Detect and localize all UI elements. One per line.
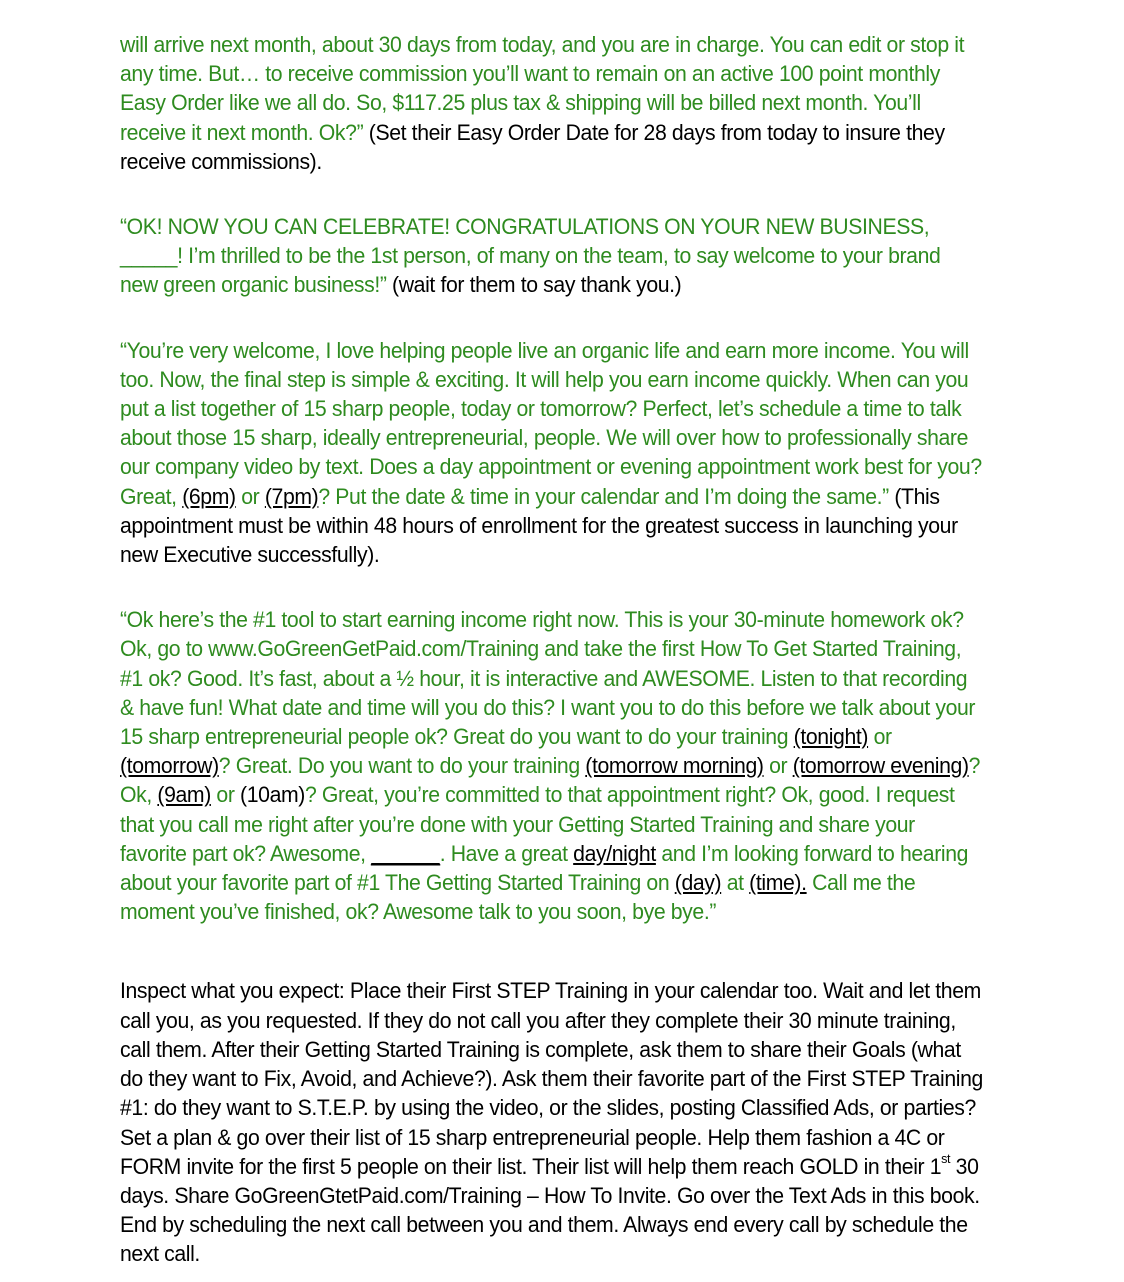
script-text: will arrive next month, about 30 days from today, and you are in charge. You can edit or stop it any time. But… to receive commission you’ll want to remain on an active 100 point monthly Easy Order like we all do. So, $117.25 plus tax & shipping will be billed next month. You’ll receive it next month. Ok?” [120,32,965,145]
script-text: Call me the moment you’ve finished, ok? Awesome talk to you soon, bye bye.” [120,870,916,925]
script-text: or [235,483,265,509]
script-text: ? Great, you’re committed to that appointment right? Ok, good. I request that you call me right after you’re done with your Getting Started Training and share your favorite part ok? Awesome, [120,782,955,866]
paragraph-spacer [120,176,984,212]
option-underlined: (tonight) [793,724,869,750]
script-text: ? Great. Do you want to do your training [218,753,586,779]
option-underlined: (9am) [157,782,211,808]
paragraph-spacer [120,569,984,605]
script-text: at [721,870,750,896]
option-underlined: (tomorrow evening) [792,753,969,779]
option-underlined: (day) [674,870,722,896]
script-text: “Ok here’s the #1 tool to start earning income right now. This is your 30-minute homework ok? Ok, go to www.GoGreenGetPaid.com/Training and take the first How To Get Started Training, #1 ok? Good. It’s fast, about a ½ hour, it is interactive and AWESOME. Listen to that recording & have fun! What date and time will you do this? I want you to do this before we talk about your 15 sharp entrepreneurial people ok? Great do you want to do your training [120,607,976,750]
script-text: “You’re very welcome, I love helping people live an organic life and earn more income. You will too. Now, the final step is simple & exciting. It will help you earn income quickly. When can you put a list together of 15 sharp people, today or tomorrow? Perfect, let’s schedule a time to talk about those 15 sharp, ideally entrepreneurial, people. We will over how to professionally share our company video by text. Does a day appointment or evening appointment work best for you? Great, [120,337,982,509]
script-text: and I’m looking forward to hearing about your favorite part of #1 The Getting Started Training on [120,840,969,896]
time-option-underlined: (6pm) [182,483,236,509]
paragraph-spacer [120,300,984,336]
instruction-text: (This appointment must be within 48 hours of enrollment for the greatest success in launching your new Executive successfully). [120,483,958,568]
option-underlined: (tomorrow) [120,753,219,779]
document-page [120,30,984,1269]
instruction-text: Inspect what you expect: Place their First STEP Training in your calendar too. Wait and let them call you, as you requested. If they do not call you after they complete their 30 minute training, call them. After their Getting Started Training is complete, ask them to share their Goals (what do they want to Fix, Avoid, and Achieve?). Ask them their favorite part of the First STEP Training #1: do they want to S.T.E.P. by using the video, or the slides, posting Classified Ads, or parties? Set a plan & go over their list of 15 sharp entrepreneurial people. Help them fashion a 4C or FORM invite for the first 5 people on their list. Their list will help them reach GOLD in their 1 [120,978,983,1179]
option-plain: (10am) [240,782,305,808]
script-text: or [868,724,892,750]
instruction-text: (wait for them to say thank you.) [386,272,682,298]
paragraph-inspect [120,976,984,1268]
script-text: ? Put the date & time in your calendar and I’m doing the same.” [318,483,889,509]
option-underlined: (time). [749,870,807,896]
script-text: or [210,782,241,808]
paragraph-easy-order [120,30,984,176]
instruction-text: 30 days. Share GoGreenGtetPaid.com/Training – How To Invite. Go over the Text Ads in this book. End by scheduling the next call between you and them. Always end every call by schedule the next call. [120,1153,980,1267]
option-underlined: (tomorrow morning) [585,753,764,779]
script-text: or [763,753,793,779]
script-text: “OK! NOW YOU CAN CELEBRATE! CONGRATULATIONS ON YOUR NEW BUSINESS, _____! I’m thrilled to be the 1st person, of many on the team, to say welcome to your brand new green organic business!” [120,214,941,298]
paragraph-celebrate [120,212,984,300]
option-underlined: day/night [573,840,656,866]
script-text: . Have a great [439,840,574,866]
time-option-underlined: (7pm) [264,483,319,509]
paragraph-homework [120,605,984,926]
ordinal-superscript: st [941,1151,951,1167]
paragraph-spacer [120,926,984,976]
paragraph-schedule [120,336,984,570]
instruction-text: (Set their Easy Order Date for 28 days from today to insure they receive commissions). [120,119,945,174]
script-text: ? Ok, [120,753,981,808]
name-blank: ______ [371,840,440,866]
